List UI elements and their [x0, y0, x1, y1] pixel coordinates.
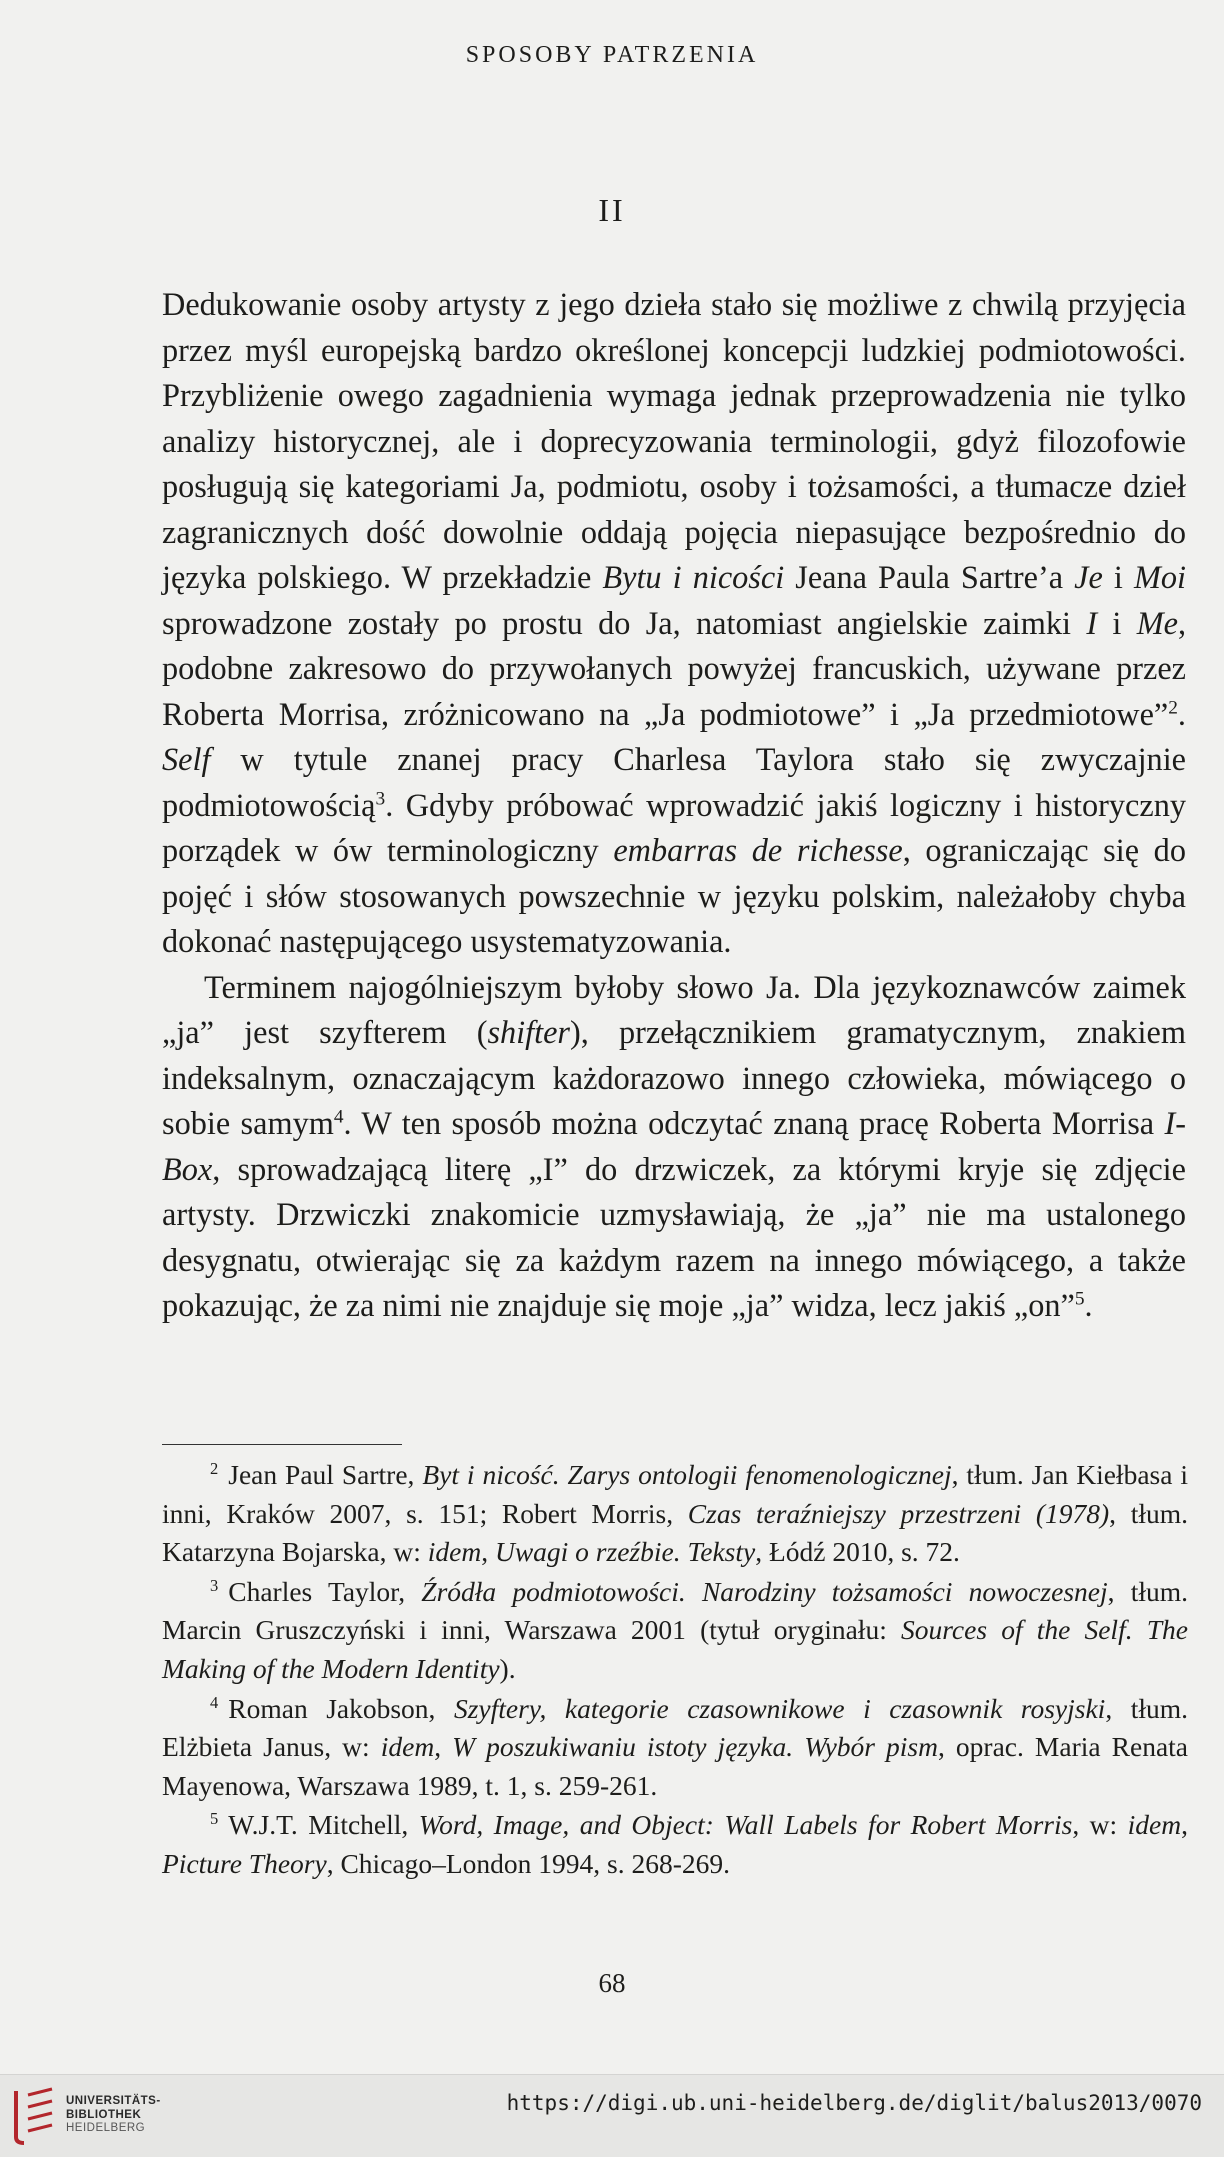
library-name: UNIVERSITÄTS- BIBLIOTHEK HEIDELBERG	[66, 2095, 161, 2134]
footnote-divider	[162, 1444, 402, 1445]
paragraph-2: Terminem najogólniejszym byłoby słowo Ja. Dla językoznawców zaimek „ja” jest szyfterem (shifter), przełącznikiem gramatycznym, znakiem indeksalnym, oznaczającym każdorazowo innego człowieka, mówiącego o sobie samym$^4$. W ten sposób można odczytać znaną pracę Roberta Morrisa I-Box, sprowadzającą literę „I” do drzwiczek, za którymi kryje się zdjęcie artysty. Drzwiczki znakomicie uzmysławiają, że „ja” nie ma ustalonego desygnatu, otwierając się za każdym razem na innego mówiącego, a także pokazując, że za nimi nie znajduje się moje „ja” widza, lecz jakiś „on”$^5$.	[162, 968, 1186, 1323]
footnote-5: $^5$ W.J.T. Mitchell, Word, Image, and Object: Wall Labels for Robert Morris, w: idem, Picture Theory, Chicago–London 1994, s. 268-269.	[162, 1809, 1188, 1879]
footnote-ref: 4	[333, 1106, 344, 1128]
paragraph-1: Dedukowanie osoby artysty z jego dzieła stało się możliwe z chwilą przyjęcia przez myśl europejską bardzo określonej koncepcji ludzkiej podmiotowości. Przybliżenie owego zagadnienia wymaga jednak przeprowadzenia nie tylko analizy historycznej, ale i doprecyzowania terminologii, gdyż filozofowie posługują się kategoriami Ja, podmiotu, osoby i tożsamości, a tłumacze dzieł zagranicznych dość dowolnie oddają pojęcia niepasujące bezpośrednio do języka polskiego. W przekładzie Bytu i nicości Jeana Paula Sartre’a Je i Moi sprowadzone zostały po prostu do Ja, natomiast angielskie zaimki I i Me, podobne zakresowo do przywołanych powyżej francuskich, używane przez Roberta Morrisa, zróżnicowano na „Ja podmiotowe” i „Ja przedmiotowe”$^2$. Self w tytule znanej pracy Charlesa Taylora stało się zwyczajnie podmiotowością$^3$. Gdyby próbować wprowadzić jakiś logiczny i historyczny porządek w ów terminologiczny embarras de richesse, ograniczając się do pojęć i słów stosowanych powszechnie w języku polskim, należałoby chyba dokonać następującego usystematyzowania.	[162, 286, 1187, 959]
footnote-ref: 2	[1168, 696, 1178, 718]
body-text	[162, 282, 1186, 1329]
footnote-ref: 3	[375, 787, 386, 809]
source-url-link[interactable]: https://digi.ub.uni-heidelberg.de/diglit/balus2013/0070	[506, 2091, 1202, 2115]
footnote-3: $^3$ Charles Taylor, Źródła podmiotowości. Narodziny tożsamości nowoczesnej, tłum. Marcin Gruszczyński i inni, Warszawa 2001 (tytuł oryginału: Sources of the Self. The Making of the Modern Identity).	[162, 1575, 1189, 1684]
footnote-2: $^2$ Jean Paul Sartre, Byt i nicość. Zarys ontologii fenomenologicznej, tłum. Jan Kiełbasa i inni, Kraków 2007, s. 151; Robert Morris, Czas teraźniejszy przestrzeni (1978), tłum. Katarzyna Bojarska, w: idem, Uwagi o rzeźbie. Teksty, Łódź 2010, s. 72.	[162, 1459, 1189, 1568]
footnote-ref: 5	[1074, 1288, 1085, 1310]
footnote-4: $^4$ Roman Jakobson, Szyftery, kategorie czasownikowe i czasownik rosyjski, tłum. Elżbieta Janus, w: idem, W poszukiwaniu istoty języka. Wybór pism, oprac. Maria Renata Mayenowa, Warszawa 1989, t. 1, s. 259-261.	[162, 1692, 1189, 1801]
running-head: SPOSOBY PATRZENIA	[465, 42, 759, 68]
page-number: 68	[598, 1968, 626, 1998]
section-number: II	[598, 192, 626, 228]
footnotes	[162, 1456, 1188, 1884]
digitization-footer	[0, 2074, 1224, 2157]
library-logo-icon	[10, 2085, 58, 2147]
